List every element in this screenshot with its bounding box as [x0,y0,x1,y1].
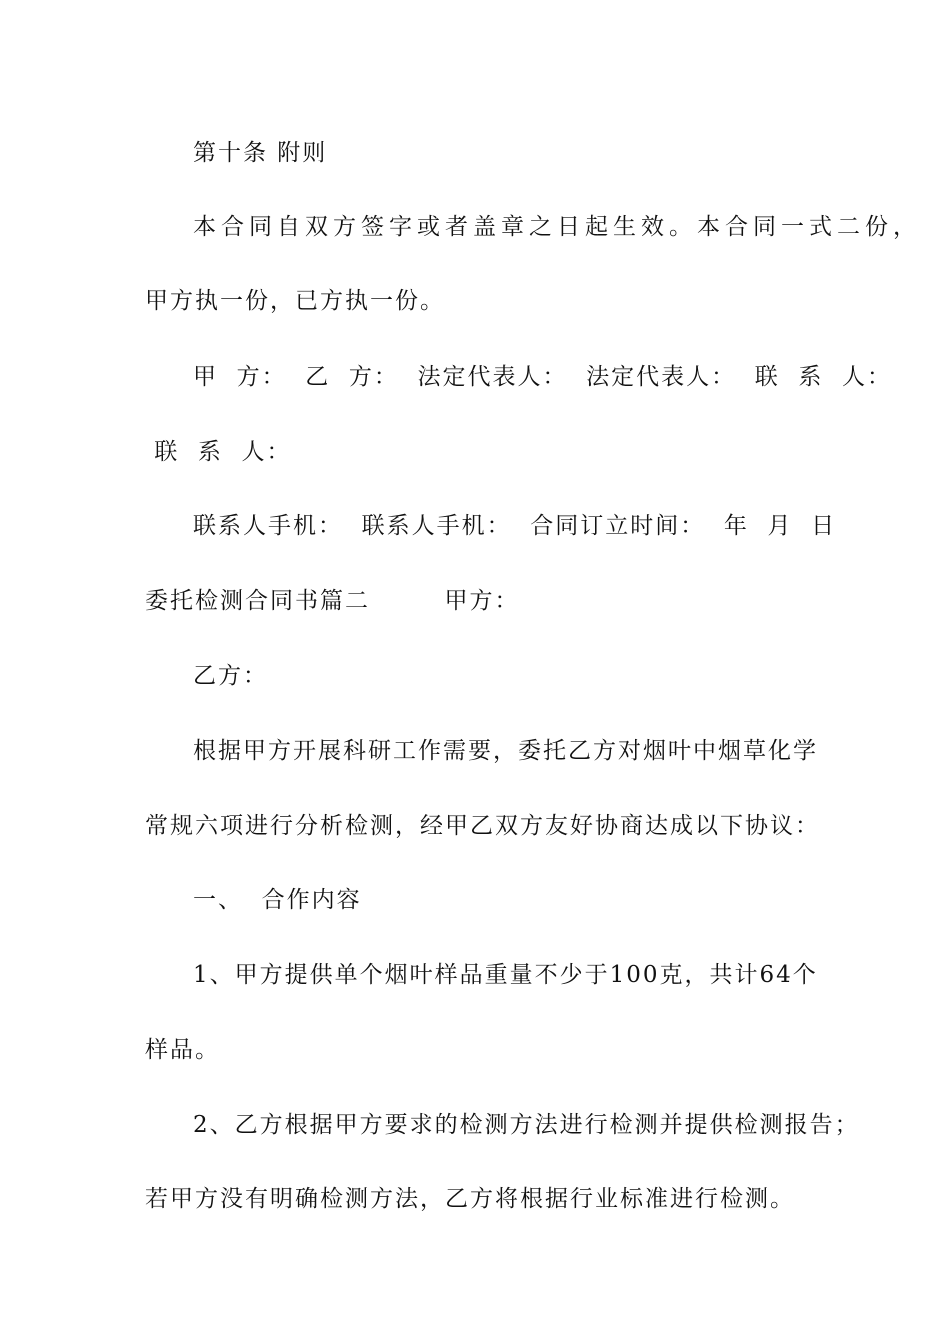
contract-part-two-heading: 委托检测合同书篇二 甲方： [145,588,520,614]
article-ten-heading: 第十条 附则 [193,140,328,166]
section-one-heading: 一、 合作内容 [193,887,362,913]
party-b-label: 乙方： [193,663,268,689]
intro-paragraph-line-1: 根据甲方开展科研工作需要，委托乙方对烟叶中烟草化学 [193,738,818,764]
paragraph-effect-line-2: 甲方执一份，已方执一份。 [145,288,445,314]
contact-fields-line: 联系人手机： 联系人手机： 合同订立时间： 年 月 日 [193,513,837,539]
signature-fields-line-1: 甲 方： 乙 方： 法定代表人： 法定代表人： 联 系 人： [193,364,892,390]
clause-two-line-1: 2、乙方根据甲方要求的检测方法进行检测并提供检测报告； [193,1112,860,1138]
clause-one-line-2: 样品。 [145,1037,220,1063]
signature-fields-line-2: 联 系 人： [145,439,292,465]
clause-one-line-1: 1、甲方提供单个烟叶样品重量不少于100克，共计64个 [193,962,818,988]
paragraph-effect-line-1: 本合同自双方签字或者盖章之日起生效。本合同一式二份， [193,214,921,240]
clause-two-line-2: 若甲方没有明确检测方法，乙方将根据行业标准进行检测。 [145,1186,795,1212]
intro-paragraph-line-2: 常规六项进行分析检测，经甲乙双方友好协商达成以下协议： [145,813,820,839]
